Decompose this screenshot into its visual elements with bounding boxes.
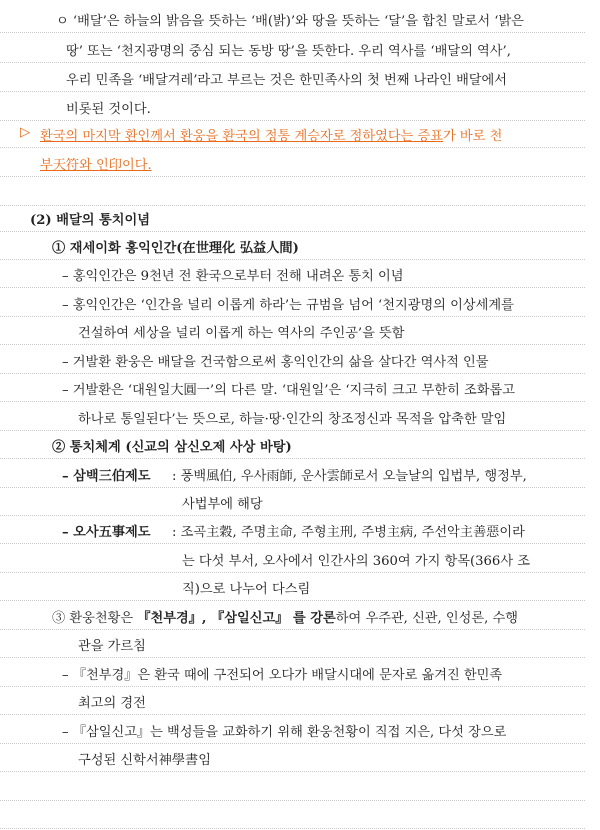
s3-title	[52, 607, 518, 626]
intro-line-1	[0, 4, 585, 33]
s3-title-l2: 관을 가르침	[78, 639, 146, 654]
intro-text-3: 우리 민족을 ‘배달겨레’라고 부르는 것은 한민족사의 첫 번째 나라인 배달에서	[66, 73, 508, 88]
s1-bullet-3	[0, 345, 585, 374]
s1-bullet-1	[0, 259, 585, 288]
s2-osa-text-1: : 조곡主穀, 주명主命, 주형主刑, 주병主病, 주선악主善惡이라	[172, 525, 525, 540]
note-marker-icon: ▷	[20, 125, 31, 140]
s1-bullet-2b	[0, 316, 585, 345]
note-text-2: 부天符와 인印이다.	[40, 158, 152, 173]
section-heading: (2) 배달의 통치이념	[30, 213, 151, 228]
s2-osa-text-3: 직)으로 나누어 다스림	[182, 582, 311, 597]
s2-samback-label: – 삼백三伯제도	[62, 469, 151, 484]
s1-bullet-1-text: – 홍익인간은 9천년 전 환국으로부터 전해 내려온 통치 이념	[62, 269, 404, 284]
s3-bullet-2b-text: 구성된 신학서神學書임	[78, 753, 211, 768]
intro-line-2	[0, 34, 585, 63]
s2-samback-line-2	[0, 487, 585, 516]
intro-text-2: 땅’ 또는 ‘천지광명의 중심 되는 동방 땅’을 뜻한다. 우리 역사를 ‘배달의 역사’,	[66, 44, 511, 59]
intro-text-4: 비롯된 것이다.	[66, 102, 151, 117]
s2-title-line	[0, 430, 585, 459]
blank-line-bottom-1	[0, 772, 585, 801]
s1-bullet-4b	[0, 402, 585, 431]
s1-title: ① 재세이화 홍익인간(在世理化 弘益人間)	[52, 241, 299, 256]
s3-bullet-1a-text: – 『천부경』은 환국 때에 구전되어 오다가 배달시대에 문자로 옮겨진 한민족	[62, 668, 503, 683]
note-line-1	[0, 119, 585, 148]
s1-bullet-2a	[0, 288, 585, 317]
s3-title-line-2	[0, 629, 585, 658]
blank-line-bottom-2	[0, 800, 585, 829]
s1-bullet-2b-text: 건설하여 세상을 널리 이롭게 하는 역사의 주인공’을 뜻함	[78, 326, 405, 341]
s1-bullet-4b-text: 하나로 통일된다’는 뜻으로, 하늘·땅·인간의 창조정신과 목적을 압축한 말임	[78, 412, 507, 427]
s3-bullet-1b	[0, 686, 585, 715]
s2-samback-text-2: 사법부에 해당	[182, 497, 263, 512]
s2-osa-line-3	[0, 572, 585, 601]
note-text-1	[40, 125, 502, 144]
s3-title-post: 하여 우주관, 신관, 인성론, 수행	[335, 611, 519, 626]
s2-samback-line-1	[0, 459, 585, 488]
s1-bullet-4a-text: – 거발환은 ‘대원일大圓一’의 다른 말. ‘대원일’은 ‘지극히 크고 무한히 조화롭고	[62, 383, 515, 398]
s3-bullet-1a	[0, 658, 585, 687]
section-heading-line	[0, 203, 585, 232]
blank-line	[0, 177, 585, 206]
s2-osa-line-1	[0, 515, 585, 544]
s3-title-bold: 『천부경』, 『삼일신고』 를 강론	[137, 611, 336, 626]
note-line-2	[0, 148, 585, 177]
intro-line-3	[0, 63, 585, 92]
intro-text-1: ㅇ ‘배달’은 하늘의 밝음을 뜻하는 ‘배(밝)’와 땅을 뜻하는 ‘달’을 합친 말로서 ‘밝은	[56, 14, 524, 29]
intro-line-4	[0, 92, 585, 121]
note-rest-text: 가 바로 천	[442, 129, 503, 144]
s1-bullet-3-text: – 거발환 환웅은 배달을 건국함으로써 홍익인간의 삶을 살다간 역사적 인물	[62, 355, 489, 370]
s3-bullet-1b-text: 최고의 경전	[78, 696, 146, 711]
s2-title: ② 통치체계 (신교의 삼신오제 사상 바탕)	[52, 440, 292, 455]
s3-bullet-2a	[0, 715, 585, 744]
s2-osa-line-2	[0, 544, 585, 573]
s3-title-pre: ③ 환웅천황은	[52, 611, 138, 626]
s3-bullet-2b	[0, 743, 585, 772]
s2-osa-label: – 오사五事제도	[62, 525, 151, 540]
note-underlined-text: 환국의 마지막 환인께서 환웅을 환국의 정통 계승자로 정하였다는 증표	[40, 129, 443, 144]
s1-title-line	[0, 231, 585, 260]
s2-samback-text-1: : 풍백風伯, 우사雨師, 운사雲師로서 오늘날의 입법부, 행정부,	[172, 469, 527, 484]
s3-bullet-2a-text: – 『삼일신고』는 백성들을 교화하기 위해 환웅천황이 직접 지은, 다섯 장으로	[62, 725, 507, 740]
s1-bullet-4a	[0, 373, 585, 402]
s3-title-line-1	[0, 601, 585, 630]
s2-osa-text-2: 는 다섯 부서, 오사에서 인간사의 360여 가지 항목(366사 조	[182, 554, 530, 569]
s1-bullet-2a-text: – 홍익인간은 ‘인간을 널리 이롭게 하라’는 규범을 넘어 ‘천지광명의 이상세계를	[62, 298, 514, 313]
